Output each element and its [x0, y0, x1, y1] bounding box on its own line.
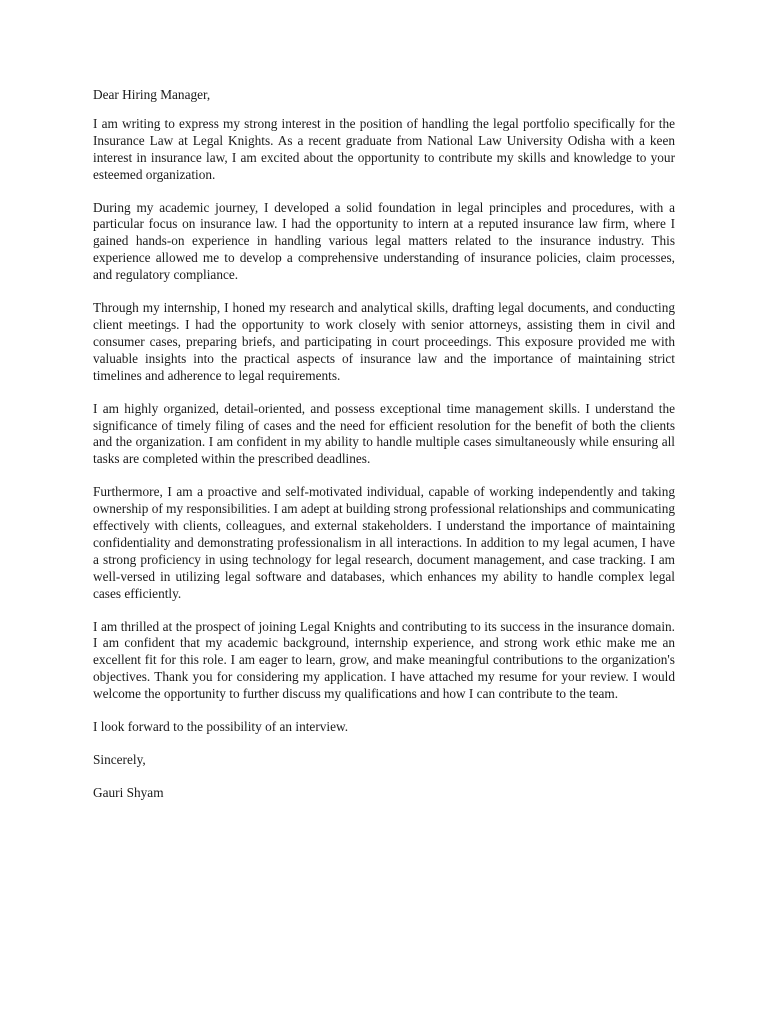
salutation: Dear Hiring Manager, [93, 87, 211, 102]
paragraph-conclusion: I am thrilled at the prospect of joining Legal Knights and contributing to its success in the insurance domain. I am confident that my academic background, internship experience, and strong work ethic make me an excellent fit for this role. I am eager to learn, grow, and make meaningful contributions to the organization's objectives. Thank you for considering my application. I have attached my resume for your review. I would welcome the opportunity to further discuss my qualifications and how I can contribute to the team. [93, 618, 675, 702]
paragraph-proactive: Furthermore, I am a proactive and self-motivated individual, capable of working independently and taking ownership of my responsibilities. I am adept at building strong professional relationships and communicating effectively with clients, colleagues, and external stakeholders. I understand the importance of maintaining confidentiality and demonstrating professionalism in all interactions. In addition to my legal acumen, I have a strong proficiency in using technology for legal research, document management, and case tracking. I am well-versed in utilizing legal software and databases, which enhances my ability to handle complex legal cases efficiently. [93, 484, 676, 601]
signature-name: Gauri Shyam [93, 784, 164, 800]
paragraph-intro: I am writing to express my strong interest in the position of handling the legal portfolio specifically for the Insurance Law at Legal Knights. As a recent graduate from National Law University Odisha with a keen interest in insurance law, I am excited about the opportunity to contribute my skills and knowledge to your esteemed organization. [93, 115, 675, 182]
signoff: Sincerely, [93, 752, 146, 767]
paragraph-organization-skills: I am highly organized, detail-oriented, and possess exceptional time management skills. I understand the significance of timely filing of cases and the need for efficient resolution for the benefit of both the clients and the organization. I am confident in my ability to handle multiple cases simultaneously while ensuring all tasks are completed within the prescribed deadlines. [93, 400, 675, 467]
closing-line: I look forward to the possibility of an interview. [93, 719, 349, 735]
cover-letter [93, 87, 675, 802]
paragraph-academic: During my academic journey, I developed a solid foundation in legal principles and procedures, with a particular focus on insurance law. I had the opportunity to intern at a reputed insurance law firm, where I gained hands-on experience in handling various legal matters related to the insurance industry. This experience allowed me to develop a comprehensive understanding of insurance policies, claim processes, and regulatory compliance. [93, 199, 675, 283]
paragraph-internship: Through my internship, I honed my research and analytical skills, drafting legal documents, and conducting client meetings. I had the opportunity to work closely with senior attorneys, assisting them in civil and consumer cases, preparing briefs, and participating in court proceedings. This exposure provided me with valuable insights into the practical aspects of insurance law and the importance of maintaining strict timelines and adherence to legal requirements. [93, 300, 675, 383]
